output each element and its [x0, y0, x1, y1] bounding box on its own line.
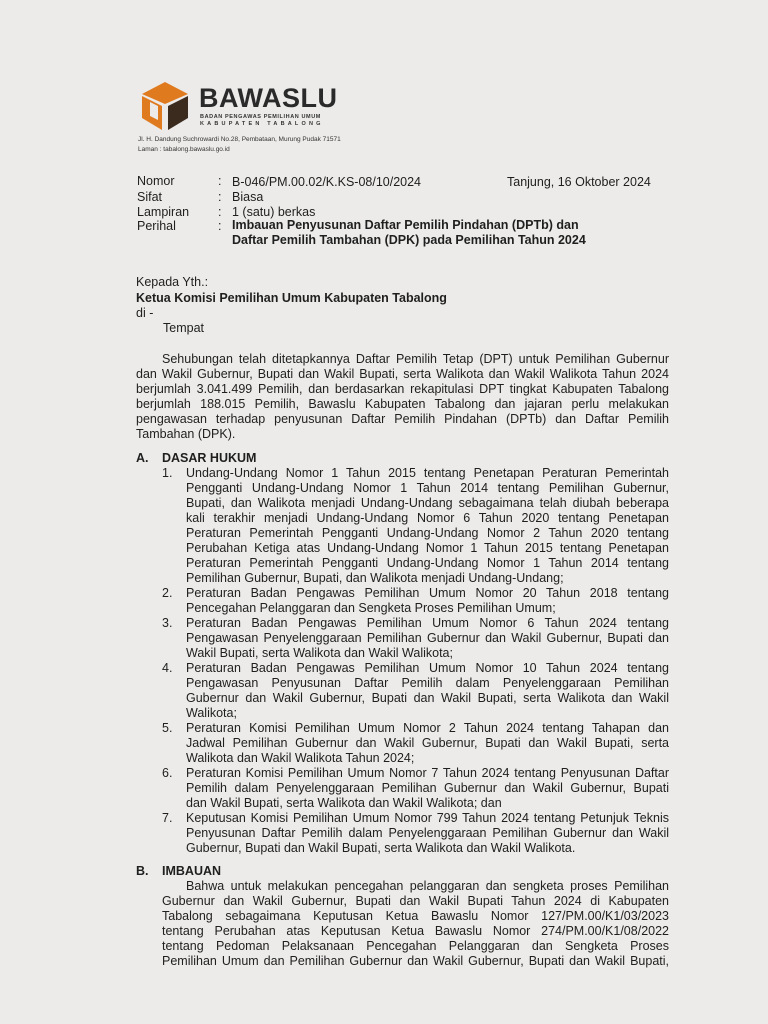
intro-line: dan Wakil Gubernur, Bupati dan Wakil Bupati, serta Walikota dan Wakil Walikota Tahun 2024	[136, 367, 669, 381]
colon: :	[218, 219, 222, 233]
item-line: Peraturan Badan Pengawas Pemilihan Umum Nomor 10 Tahun 2024 tentang	[186, 661, 669, 675]
item-number: 7.	[162, 811, 173, 825]
org-website: Laman : tabalong.bawaslu.go.id	[138, 146, 230, 153]
recipient-name: Ketua Komisi Pemilihan Umum Kabupaten Tabalong	[136, 291, 447, 305]
item-line: Peraturan Pemerintah Pengganti Undang-Undang Nomor 1 Tahun 2014 tentang	[186, 556, 669, 570]
item-line: Peraturan Komisi Pemilihan Umum Nomor 7 Tahun 2024 tentang Penyusunan Daftar	[186, 766, 669, 780]
item-line: Peraturan Badan Pengawas Pemilihan Umum Nomor 20 Tahun 2018 tentang	[186, 586, 669, 600]
item-line: Pencegahan Pelanggaran dan Sengketa Proses Pemilihan Umum;	[186, 601, 556, 615]
item-line: Peraturan Pemerintah Pengganti Undang-Undang Nomor 2 Tahun 2020 tentang	[186, 526, 669, 540]
lampiran-label: Lampiran	[137, 205, 190, 219]
intro-line: Sehubungan telah ditetapkannya Daftar Pemilih Tetap (DPT) untuk Pemilihan Gubernur	[162, 352, 669, 366]
item-line: Walikota dan Wakil Walikota Tahun 2024;	[186, 751, 415, 765]
kepada-yth: Kepada Yth.:	[136, 275, 209, 289]
item-line: Keputusan Komisi Pemilihan Umum Nomor 799 Tahun 2024 tentang Petunjuk Teknis	[186, 811, 669, 825]
nomor-label: Nomor	[137, 174, 175, 188]
colon: :	[218, 205, 222, 219]
item-number: 3.	[162, 616, 173, 630]
item-line: Wakil Bupati, serta Walikota dan Wakil Walikota;	[186, 646, 453, 660]
imbauan-line: tentang Pedoman Pelaksanaan Pencegahan Pelanggaran dan Sengketa Proses	[162, 939, 669, 953]
section-b-letter: B.	[136, 864, 149, 878]
item-line: kali terakhir menjadi Undang-Undang Nomor 6 Tahun 2020 tentang Penetapan	[186, 511, 669, 525]
imbauan-line: Tabalong sebagaimana Keputusan Ketua Bawaslu Nomor 127/PM.00/K1/03/2023	[162, 909, 669, 923]
item-line: Penyusunan Daftar Pemilih dalam Penyelenggaraan Pemilihan Gubernur dan Wakil	[186, 826, 669, 840]
intro-line: Tambahan (DPK).	[136, 427, 236, 441]
item-number: 5.	[162, 721, 173, 735]
org-name: BAWASLU	[199, 83, 338, 113]
item-line: Pengawasan Penyusunan Daftar Pemilih dalam Penyelenggaraan Pemilihan	[186, 676, 669, 690]
intro-line: berjumlah 188.015 Pemilih, Bawaslu Kabupaten Tabalong dan jajaran perlu melakukan	[136, 397, 669, 411]
item-line: Peraturan Badan Pengawas Pemilihan Umum Nomor 6 Tahun 2024 tentang	[186, 616, 669, 630]
sifat-value: Biasa	[232, 190, 264, 204]
item-number: 1.	[162, 466, 173, 480]
item-line: Gubernur dan Wakil Gubernur, Bupati dan Wakil Bupati, serta Walikota dan Wakil	[186, 691, 669, 705]
item-line: Pemilih dalam Penyelenggaraan Pemilihan Gubernur dan Wakil Gubernur, Bupati	[186, 781, 669, 795]
item-line: dan Wakil Bupati, serta Walikota dan Wakil Walikota; dan	[186, 796, 502, 810]
intro-line: berjumlah 3.041.499 Pemilih, dan berdasarkan rekapitulasi DPT tingkat Kabupaten Tabalong	[136, 382, 669, 396]
item-line: Walikota;	[186, 706, 237, 720]
item-number: 2.	[162, 586, 173, 600]
lampiran-value: 1 (satu) berkas	[232, 205, 316, 219]
item-line: Jadwal Pemilihan Gubernur dan Wakil Gubernur, Bupati dan Wakil Bupati, serta	[186, 736, 669, 750]
item-number: 4.	[162, 661, 173, 675]
imbauan-line: Gubernur dan Wakil Gubernur, Bupati dan Wakil Bupati Tahun 2024 di Kabupaten	[162, 894, 669, 908]
bawaslu-logo-icon	[138, 80, 192, 132]
item-line: Undang-Undang Nomor 1 Tahun 2015 tentang Penetapan Peraturan Pemerintah	[186, 466, 669, 480]
intro-line: pengawasan terhadap penyusunan Daftar Pemilih Pindahan (DPTb) dan Daftar Pemilih	[136, 412, 669, 426]
imbauan-line: Pemilihan Umum dan Pemilihan Gubernur dan Wakil Gubernur, Bupati dan Wakil Bupati,	[162, 954, 669, 968]
item-number: 6.	[162, 766, 173, 780]
section-b-title: IMBAUAN	[162, 864, 222, 878]
item-line: Bupati, dan Walikota menjadi Undang-Undang sebagaimana telah diubah beberapa	[186, 496, 669, 510]
letter-date: Tanjung, 16 Oktober 2024	[507, 175, 651, 189]
item-line: Gubernur, Bupati dan Wakil Bupati, serta Walikota dan Wakil Walikota.	[186, 841, 576, 855]
nomor-value: B-046/PM.00.02/K.KS-08/10/2024	[232, 175, 422, 189]
colon: :	[218, 190, 222, 204]
imbauan-line: tentang Perubahan atas Keputusan Ketua Bawaslu Nomor 274/PM.00/K1/08/2022	[162, 924, 669, 938]
sifat-label: Sifat	[137, 190, 163, 204]
section-a-title: DASAR HUKUM	[162, 451, 257, 465]
item-line: Perubahan Ketiga atas Undang-Undang Nomor 1 Tahun 2015 tentang Penetapan	[186, 541, 669, 555]
item-line: Pemilihan Gubernur, Bupati, dan Walikota menjadi Undang-Undang;	[186, 571, 564, 585]
recipient-place: Tempat	[163, 321, 204, 335]
perihal-line-2: Daftar Pemilih Tambahan (DPK) pada Pemilihan Tahun 2024	[232, 233, 586, 247]
perihal-line-1: Imbauan Penyusunan Daftar Pemilih Pindahan (DPTb) dan	[232, 218, 579, 232]
item-line: Pengganti Undang-Undang Nomor 1 Tahun 2014 tentang Pemilihan Gubernur,	[186, 481, 669, 495]
recipient-di: di -	[136, 306, 154, 320]
colon: :	[218, 174, 222, 188]
item-line: Peraturan Komisi Pemilihan Umum Nomor 2 Tahun 2024 tentang Tahapan dan	[186, 721, 669, 735]
item-line: Pengawasan Penyelenggaraan Pemilihan Gubernur dan Wakil Gubernur, Bupati dan	[186, 631, 669, 645]
org-region: KABUPATEN TABALONG	[200, 121, 324, 127]
perihal-label: Perihal	[137, 219, 176, 233]
org-subtitle: BADAN PENGAWAS PEMILIHAN UMUM	[200, 114, 321, 120]
org-address: Jl. H. Dandung Suchrowardi No.28, Pembataan, Murung Pudak 71571	[138, 136, 341, 143]
section-a-letter: A.	[136, 451, 149, 465]
imbauan-line: Bahwa untuk melakukan pencegahan pelanggaran dan sengketa proses Pemilihan	[186, 879, 669, 893]
